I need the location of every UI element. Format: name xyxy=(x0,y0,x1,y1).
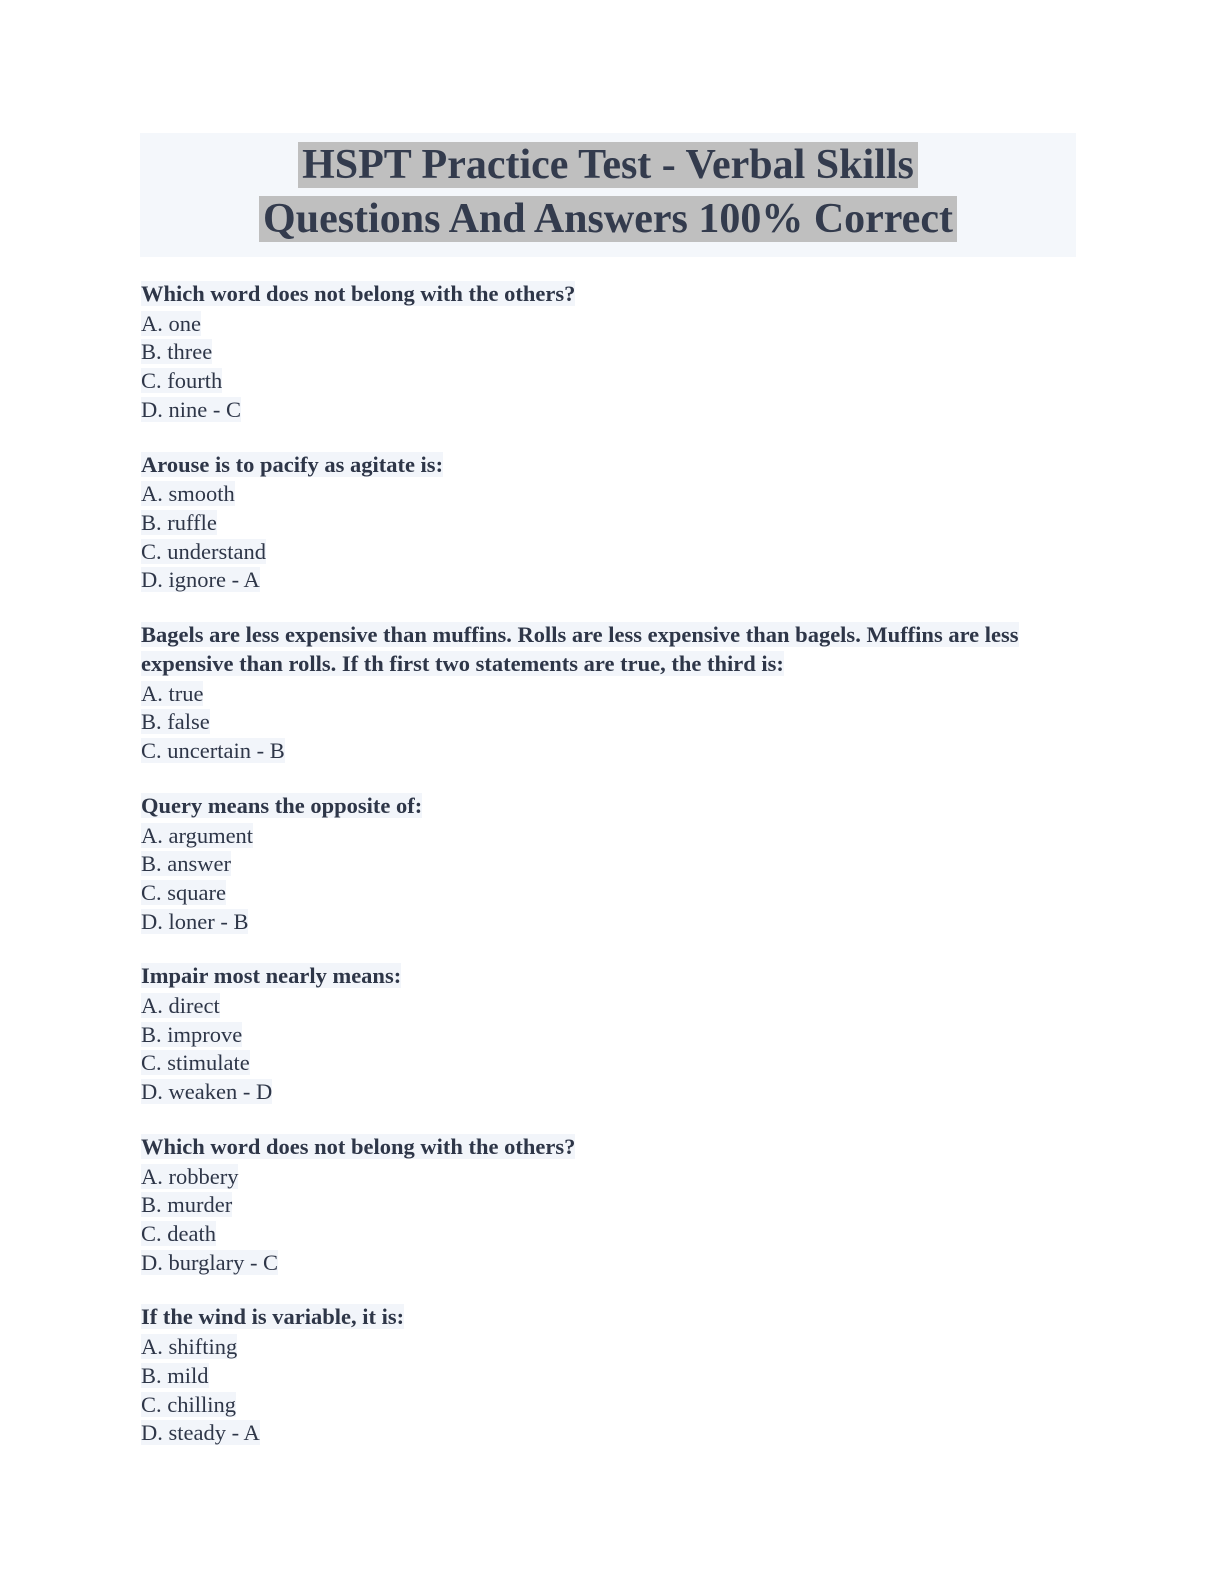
answer-option xyxy=(141,1220,1081,1249)
title-line-1 xyxy=(140,139,1076,193)
answer-option xyxy=(141,338,1081,367)
answer-option xyxy=(141,310,1081,339)
question-block xyxy=(141,621,1081,766)
answer-option xyxy=(141,850,1081,879)
answer-option xyxy=(141,992,1081,1021)
answer-option xyxy=(141,1391,1081,1420)
questions-list xyxy=(141,280,1081,1474)
question-block xyxy=(141,962,1081,1107)
answer-option xyxy=(141,1419,1081,1448)
answer-option-text: A. direct xyxy=(141,993,220,1019)
answer-option xyxy=(141,879,1081,908)
answer-option-text: B. false xyxy=(141,709,210,735)
question-prompt: Query means the opposite of: xyxy=(141,792,423,818)
answer-option xyxy=(141,1249,1081,1278)
answer-option-text: D. loner - B xyxy=(141,908,249,934)
question-prompt: Bagels are less expensive than muffins. Rolls are less expensive than bagels. Muffins are less expensive than rolls. If th first two statements are true, the third is: xyxy=(141,622,1019,676)
question-prompt-wrap xyxy=(141,1303,1081,1332)
answer-option-text: A. true xyxy=(141,680,204,706)
answer-option-text: A. shifting xyxy=(141,1334,238,1360)
answer-option-text: C. understand xyxy=(141,538,266,564)
answer-option xyxy=(141,1078,1081,1107)
answer-option-text: B. murder xyxy=(141,1192,233,1218)
answer-option xyxy=(141,1362,1081,1391)
answer-option-text: A. argument xyxy=(141,822,254,848)
question-prompt-wrap xyxy=(141,792,1081,821)
answer-option xyxy=(141,538,1081,567)
answer-option-text: B. three xyxy=(141,339,213,365)
question-block xyxy=(141,792,1081,937)
question-prompt-wrap xyxy=(141,451,1081,480)
answer-option xyxy=(141,480,1081,509)
answer-option xyxy=(141,1049,1081,1078)
answer-option-text: B. answer xyxy=(141,851,231,877)
answer-option xyxy=(141,396,1081,425)
answer-option xyxy=(141,367,1081,396)
document-title xyxy=(140,133,1076,257)
answer-option-text: D. weaken - D xyxy=(141,1079,273,1105)
answer-option-text: A. smooth xyxy=(141,481,235,507)
answer-option-text: A. robbery xyxy=(141,1163,239,1189)
answer-option-text: A. one xyxy=(141,310,201,336)
answer-option xyxy=(141,509,1081,538)
title-line-2-text: Questions And Answers 100% Correct xyxy=(259,196,957,242)
title-line-2 xyxy=(140,193,1076,247)
question-prompt: Impair most nearly means: xyxy=(141,963,402,989)
answer-option xyxy=(141,822,1081,851)
answer-option-text: C. uncertain - B xyxy=(141,738,285,764)
question-prompt-wrap xyxy=(141,1133,1081,1162)
answer-option-text: B. improve xyxy=(141,1021,243,1047)
answer-option xyxy=(141,680,1081,709)
answer-option-text: D. burglary - C xyxy=(141,1249,279,1275)
answer-option-text: C. chilling xyxy=(141,1391,236,1417)
question-prompt: If the wind is variable, it is: xyxy=(141,1304,405,1330)
answer-option-text: C. fourth xyxy=(141,368,223,394)
question-block xyxy=(141,1303,1081,1448)
answer-option-text: B. ruffle xyxy=(141,510,217,536)
answer-option-text: C. stimulate xyxy=(141,1050,250,1076)
question-prompt: Which word does not belong with the others? xyxy=(141,1133,576,1159)
question-block xyxy=(141,451,1081,596)
answer-option-text: D. ignore - A xyxy=(141,567,260,593)
answer-option-text: C. square xyxy=(141,879,226,905)
question-prompt-wrap xyxy=(141,280,1081,309)
question-prompt-wrap xyxy=(141,962,1081,991)
answer-option xyxy=(141,1333,1081,1362)
answer-option xyxy=(141,566,1081,595)
question-prompt-wrap xyxy=(141,621,1081,679)
answer-option xyxy=(141,1191,1081,1220)
answer-option xyxy=(141,1163,1081,1192)
question-prompt: Which word does not belong with the others? xyxy=(141,281,576,306)
answer-option xyxy=(141,908,1081,937)
answer-option xyxy=(141,737,1081,766)
answer-option xyxy=(141,708,1081,737)
question-block xyxy=(141,280,1081,425)
answer-option-text: B. mild xyxy=(141,1362,209,1388)
answer-option xyxy=(141,1021,1081,1050)
title-line-1-text: HSPT Practice Test - Verbal Skills xyxy=(298,142,918,188)
answer-option-text: D. nine - C xyxy=(141,396,241,422)
question-prompt: Arouse is to pacify as agitate is: xyxy=(141,451,444,477)
answer-option-text: D. steady - A xyxy=(141,1420,260,1446)
answer-option-text: C. death xyxy=(141,1221,216,1247)
question-block xyxy=(141,1133,1081,1278)
